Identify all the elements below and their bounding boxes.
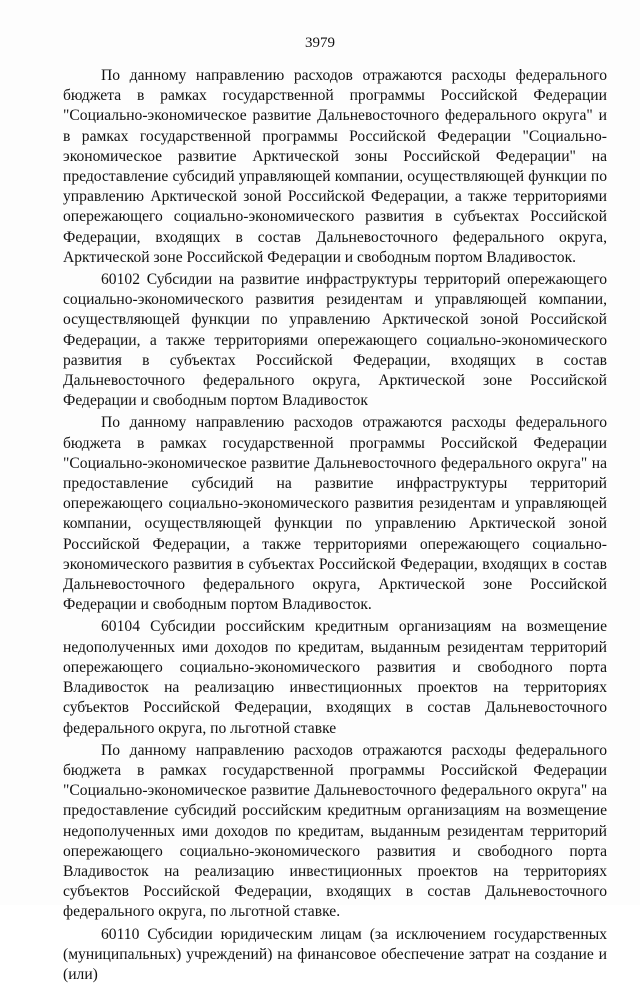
paragraph: По данному направлению расходов отражаются расходы федерального бюджета в рамках государственной программы Российской Федерации "Социально-экономическое развитие Дальневосточного федерального округа" на предоставление субсидий на развитие инфраструктуры территорий опережающего социально-экономического развития резидентам и управляющей компании, осуществляющей функции по управлению Арктической зоной Российской Федерации, а также территориями опережающего социально-экономического развития в субъектах Российской Федерации, входящих в состав Дальневосточного федерального округа, Арктической зоне Российской Федерации и свободным портом Владивосток. bbox=[63, 414, 607, 614]
paragraph: По данному направлению расходов отражаются расходы федерального бюджета в рамках государственной программы Российской Федерации "Социально-экономическое развитие Дальневосточного федерального округа" и в рамках государственной программы Российской Федерации "Социально-экономическое развитие Арктической зоны Российской Федерации" на предоставление субсидий управляющей компании, осуществляющей функции по управлению Арктической зоной Российской Федерации, а также территориями опережающего социально-экономического развития в субъектах Российской Федерации, входящих в состав Дальневосточного федерального округа, Арктической зоне Российской Федерации и свободным портом Владивосток. bbox=[63, 67, 607, 266]
paragraph: 60110 Субсидии юридическим лицам (за исключением государственных (муниципальных) учреждений) на финансовое обеспечение затрат на создание и (или) bbox=[63, 925, 607, 983]
page-number: 3979 bbox=[305, 35, 335, 51]
paragraph: По данному направлению расходов отражаются расходы федерального бюджета в рамках государственной программы Российской Федерации "Социально-экономическое развитие Дальневосточного федерального округа" на предоставление субсидий российским кредитным организациям на возмещение недополученных ими доходов по кредитам, выданным резидентам территорий опережающего социально-экономического развития и свободного порта Владивосток на реализацию инвестиционных проектов на территориях субъектов Российской Федерации, входящих в состав Дальневосточного федерального округа, по льготной ставке. bbox=[63, 741, 607, 921]
paragraph: 60102 Субсидии на развитие инфраструктуры территорий опережающего социально-экономического развития резидентам и управляющей компании, осуществляющей функции по управлению Арктической зоной Российской Федерации, а также территориями опережающего социально-экономического развития в субъектах Российской Федерации, входящих в состав Дальневосточного федерального округа, Арктической зоне Российской Федерации и свободным портом Владивосток bbox=[63, 271, 607, 410]
paragraph: 60104 Субсидии российским кредитным организациям на возмещение недополученных ими доходов по кредитам, выданным резидентам территорий опережающего социально-экономического развития и свободного порта Владивосток на реализацию инвестиционных проектов на территориях субъектов Российской Федерации, входящих в состав Дальневосточного федерального округа, по льготной ставке bbox=[63, 618, 607, 737]
document-body bbox=[63, 66, 607, 987]
